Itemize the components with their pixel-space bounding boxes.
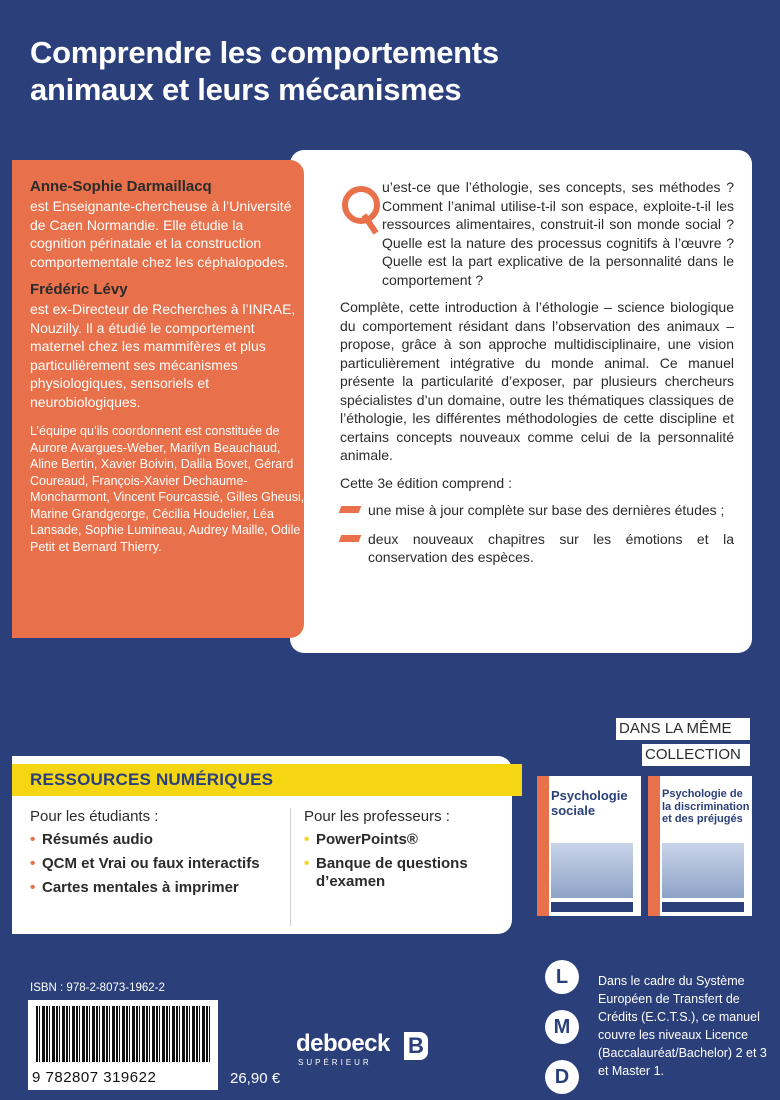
intro-paragraph: u’est-ce que l’éthologie, ses concepts, ses méthodes ? Comment l’animal utilise-t-il son espace, exploite-t-il les ressources alimentaires, construit-il son monde social ? Quelle est la nature des processus cognitifs à l’œuvre ? Quelle est la part explicative de la personnalité dans le comportement ? xyxy=(382,179,734,288)
title-line-2: animaux et leurs mécanismes xyxy=(30,72,462,107)
level-l-icon: L xyxy=(545,960,579,994)
student-resource: • Résumés audio xyxy=(30,831,260,849)
collection-line-1: DANS LA MÊME xyxy=(616,718,750,740)
title-line-1: Comprendre les comportements xyxy=(30,35,499,70)
book-cover-title: Psychologie sociale xyxy=(551,788,628,818)
teacher-resource: • Banque de questions d’examen xyxy=(304,855,484,891)
bullet-mark-icon xyxy=(339,506,362,513)
cover-image xyxy=(662,843,744,898)
cover-stripe xyxy=(648,776,660,916)
teachers-column xyxy=(304,808,484,897)
cover-stripe xyxy=(537,776,549,916)
bullet-mark-icon xyxy=(339,535,362,542)
student-resource: • Cartes mentales à imprimer xyxy=(30,879,260,897)
book-cover-title: Psychologie de la discrimination et des préjugés xyxy=(662,788,750,825)
publisher-logo xyxy=(296,1030,424,1067)
author-name-2: Frédéric Lévy xyxy=(30,281,128,298)
team-list: L’équipe qu’ils coordonnent est constituée de Aurore Avargues-Weber, Marilyn Beauchaud, Aline Bertin, Xavier Boivin, Dalila Bovet, Gérard Coureaud, François-Xavier Dechaume-Moncharmont, Vincent Fourcassié, Gilles Gheusi, Marine Grandgeorge, Cécilia Houdelier, Léa Lansade, Sophie Lumineau, Audrey Maille, Odile Petit et Bernard Thierry. xyxy=(30,424,305,554)
edition-item xyxy=(340,530,734,567)
edition-intro: Cette 3e édition comprend : xyxy=(340,474,512,491)
publisher-name: deboeck xyxy=(296,1030,390,1057)
collection-line-2: COLLECTION xyxy=(642,744,750,766)
cover-footer xyxy=(551,902,633,912)
lmd-description: Dans le cadre du Système Européen de Transfert de Crédits (E.C.T.S.), ce manuel couvre les niveaux Licence (Baccalauréat/Bachelor) 2 et 3 et Master 1. xyxy=(598,974,767,1078)
book-title xyxy=(30,34,750,108)
book-cover[interactable] xyxy=(537,776,641,916)
barcode-bars xyxy=(36,1006,210,1062)
students-heading: Pour les étudiants : xyxy=(30,808,159,825)
cover-image xyxy=(551,843,633,898)
level-d-icon: D xyxy=(545,1060,579,1094)
level-m-icon: M xyxy=(545,1010,579,1044)
barcode xyxy=(28,1000,218,1090)
author-bio-1: est Enseignante-chercheuse à l’Université de Caen Normandie. Elle étudie la cognition périnatale et la construction comportementale chez les céphalopodes. xyxy=(30,198,292,270)
author-name-1: Anne-Sophie Darmaillacq xyxy=(30,178,212,195)
author-bio-2: est ex-Directeur de Recherches à l’INRAE, Nouzilly. Il a étudié le comportement maternel chez les mammifères et plus particulièrement ses mécanismes physiologiques, sensoriels et neurobiologiques. xyxy=(30,301,296,410)
main-paragraph: Complète, cette introduction à l’éthologie – science biologique du comportement résidant dans l’observation des animaux – propose, grâce à son approche multidisciplinaire, une vision particulièrement intégrative du monde animal. Ce manuel présente la particularité d’exposer, par plusieurs chercheurs spécialistes d’un domaine, outre les thématiques classiques de l’éthologie, les différentes méthodologies de cette discipline et certains concepts nouveaux comme celui de la personnalité animale. xyxy=(340,299,734,463)
description-text xyxy=(340,178,734,577)
student-resource: • QCM et Vrai ou faux interactifs xyxy=(30,855,260,873)
teacher-resource: • PowerPoints® xyxy=(304,831,484,849)
book-cover[interactable] xyxy=(648,776,752,916)
resources-divider xyxy=(290,808,291,926)
dropcap-letter: Q xyxy=(342,183,343,184)
students-column xyxy=(30,808,260,903)
publisher-b-icon: B xyxy=(404,1032,428,1060)
edition-item xyxy=(340,501,734,520)
edition-item-text: une mise à jour complète sur base des dernières études ; xyxy=(368,502,725,518)
collection-label xyxy=(612,718,750,770)
publisher-sub: SUPÉRIEUR xyxy=(298,1058,372,1067)
edition-item-text: deux nouveaux chapitres sur les émotions et la conservation des espèces. xyxy=(368,530,734,565)
isbn: ISBN : 978-2-8073-1962-2 xyxy=(30,982,165,994)
authors-panel xyxy=(12,160,304,638)
cover-footer xyxy=(662,902,744,912)
resources-title: RESSOURCES NUMÉRIQUES xyxy=(30,770,274,789)
digital-resources-panel xyxy=(12,756,512,934)
barcode-digits: 9 782807 319622 xyxy=(32,1069,157,1086)
teachers-heading: Pour les professeurs : xyxy=(304,808,450,825)
price: 26,90 € xyxy=(230,1070,281,1087)
